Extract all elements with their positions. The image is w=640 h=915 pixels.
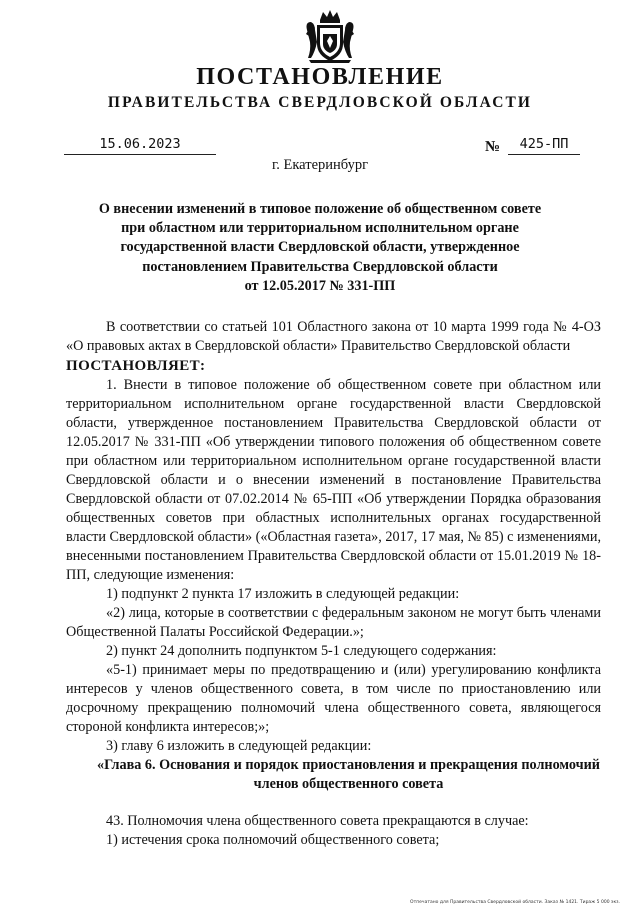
document-title-line: при областном или территориальном исполнительном органе: [121, 220, 519, 237]
amendment-item-1: 1) подпункт 2 пункта 17 изложить в следующей редакции:: [106, 586, 460, 602]
amendment-item-2-text: «5-1) принимает меры по предотвращению и (или) урегулированию конфликта интересов у членов общественного совета, в том числе по приостановлению или досрочному прекращению полномочий члена общественного совета, являющегося стороной конфликта интересов;»;: [66, 662, 601, 735]
city-line: г. Екатеринбург: [271, 157, 369, 173]
number-label: №: [485, 139, 501, 155]
document-body: [66, 318, 601, 850]
document-number: 425-ПП: [508, 136, 580, 155]
decree-heading: ПОСТАНОВЛЯЕТ:: [66, 358, 206, 374]
amendment-item-1-text: «2) лица, которые в соответствии с федеральным законом не могут быть членами Общественной Палаты Российской Федерации.»;: [66, 605, 601, 640]
issuing-authority: ПРАВИТЕЛЬСТВА СВЕРДЛОВСКОЙ ОБЛАСТИ: [107, 94, 533, 111]
document-title-line: от 12.05.2017 № 331-ПП: [244, 277, 396, 294]
document-title: [90, 200, 550, 296]
document-title-line: государственной власти Свердловской области, утвержденное: [120, 239, 520, 256]
document-date: 15.06.2023: [64, 136, 216, 155]
chapter-heading: «Глава 6. Основания и порядок приостановления и прекращения полномочий членов общественного совета: [97, 757, 600, 792]
clause-43: 43. Полномочия члена общественного совета прекращаются в случае:: [106, 813, 529, 829]
amendment-item-2: 2) пункт 24 дополнить подпунктом 5-1 следующего содержания:: [106, 643, 497, 659]
document-title-line: О внесении изменений в типовое положение об общественном совете: [98, 201, 542, 217]
clause-43-item-1: 1) истечения срока полномочий общественного совета;: [106, 832, 440, 848]
document-type-heading: ПОСТАНОВЛЕНИЕ: [196, 64, 444, 90]
preamble-paragraph: В соответствии со статьей 101 Областного закона от 10 марта 1999 года № 4-ОЗ «О правовых актах в Свердловской области» Правительство Свердловской области: [66, 319, 601, 354]
document-title-line: постановлением Правительства Свердловской области: [142, 258, 498, 275]
print-footer: Отпечатано для Правительства Свердловской области. Заказ № 1421. Тираж 5 000 экз.: [410, 900, 620, 905]
amendment-item-3: 3) главу 6 изложить в следующей редакции:: [106, 738, 372, 754]
coat-of-arms-icon: [303, 8, 357, 64]
paragraph-1: 1. Внести в типовое положение об общественном совете при областном или территориальном исполнительном органе государственной власти Свердловской области, утвержденное постановлением Правительства Свердловской области от 12.05.2017 № 331-ПП «Об утверждении типового положения об общественном совете при областном или территориальном исполнительном органе государственной власти Свердловской области и о внесении изменений в постановление Правительства Свердловской области от 07.02.2014 № 65-ПП «Об утверждении Порядка образования общественных советов при областных исполнительных органах государственной власти Свердловской области» («Областная газета», 2017, 17 мая, № 85) с изменениями, внесенными постановлением Правительства Свердловской области от 15.01.2019 № 18-ПП, следующие изменения:: [66, 377, 601, 583]
